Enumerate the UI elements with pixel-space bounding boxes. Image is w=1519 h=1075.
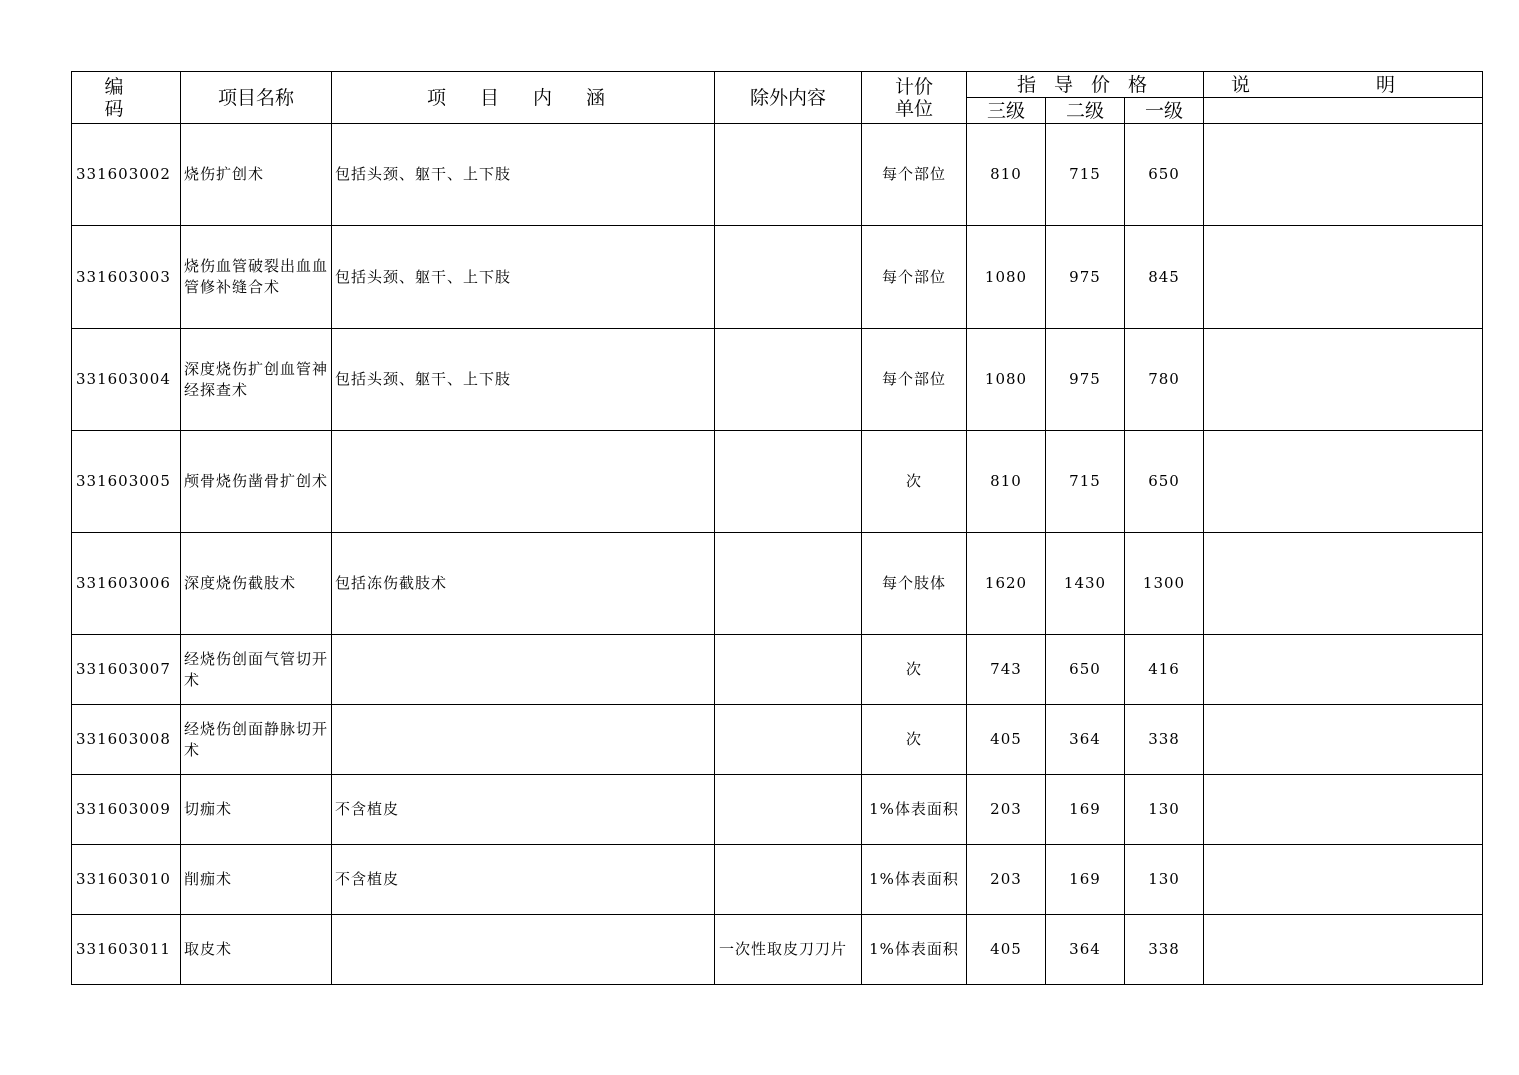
cell-level2: 975 xyxy=(1046,226,1125,329)
cell-code: 331603008 xyxy=(72,705,181,775)
header-level2: 二级 xyxy=(1046,98,1125,124)
table-header xyxy=(72,72,1483,124)
cell-exclusion xyxy=(715,705,862,775)
cell-level2: 650 xyxy=(1046,635,1125,705)
cell-level3: 1080 xyxy=(967,329,1046,431)
cell-notes xyxy=(1204,533,1483,635)
cell-name: 颅骨烧伤凿骨扩创术 xyxy=(181,431,332,533)
cell-content: 不含植皮 xyxy=(332,845,715,915)
table-row xyxy=(72,635,1483,705)
table-row xyxy=(72,845,1483,915)
cell-content xyxy=(332,635,715,705)
header-name: 项目名称 xyxy=(181,72,332,124)
header-level1: 一级 xyxy=(1125,98,1204,124)
cell-level3: 810 xyxy=(967,431,1046,533)
cell-code: 331603006 xyxy=(72,533,181,635)
cell-unit: 次 xyxy=(862,705,967,775)
cell-notes xyxy=(1204,635,1483,705)
cell-exclusion xyxy=(715,124,862,226)
header-guide-price: 指 导 价 格 xyxy=(967,72,1204,98)
cell-content: 包括冻伤截肢术 xyxy=(332,533,715,635)
table-row xyxy=(72,329,1483,431)
table-row xyxy=(72,226,1483,329)
cell-level1: 650 xyxy=(1125,124,1204,226)
cell-level1: 338 xyxy=(1125,915,1204,985)
header-unit-line1: 计价 xyxy=(894,75,933,98)
cell-unit: 每个部位 xyxy=(862,329,967,431)
table-row xyxy=(72,775,1483,845)
cell-content: 包括头颈、躯干、上下肢 xyxy=(332,124,715,226)
cell-level1: 338 xyxy=(1125,705,1204,775)
header-content: 项 目 内 涵 xyxy=(332,72,715,124)
cell-level1: 130 xyxy=(1125,845,1204,915)
cell-level1: 1300 xyxy=(1125,533,1204,635)
cell-code: 331603007 xyxy=(72,635,181,705)
cell-code: 331603002 xyxy=(72,124,181,226)
cell-content xyxy=(332,705,715,775)
cell-unit: 次 xyxy=(862,431,967,533)
cell-code: 331603011 xyxy=(72,915,181,985)
cell-unit: 每个部位 xyxy=(862,226,967,329)
header-level3: 三级 xyxy=(967,98,1046,124)
table-row xyxy=(72,705,1483,775)
header-notes-sub xyxy=(1204,98,1483,124)
table-row xyxy=(72,431,1483,533)
header-unit-line2: 单位 xyxy=(894,97,933,120)
cell-name: 经烧伤创面静脉切开术 xyxy=(181,705,332,775)
cell-level1: 416 xyxy=(1125,635,1204,705)
cell-name: 深度烧伤截肢术 xyxy=(181,533,332,635)
cell-notes xyxy=(1204,329,1483,431)
table-body xyxy=(72,124,1483,985)
cell-content: 包括头颈、躯干、上下肢 xyxy=(332,329,715,431)
cell-notes xyxy=(1204,915,1483,985)
cell-unit: 每个肢体 xyxy=(862,533,967,635)
header-unit xyxy=(862,72,967,124)
cell-notes xyxy=(1204,431,1483,533)
cell-level3: 405 xyxy=(967,915,1046,985)
cell-level2: 715 xyxy=(1046,124,1125,226)
cell-unit: 1%体表面积 xyxy=(862,915,967,985)
cell-name: 深度烧伤扩创血管神经探查术 xyxy=(181,329,332,431)
cell-notes xyxy=(1204,124,1483,226)
cell-name: 经烧伤创面气管切开术 xyxy=(181,635,332,705)
cell-level3: 1080 xyxy=(967,226,1046,329)
cell-name: 削痂术 xyxy=(181,845,332,915)
cell-exclusion xyxy=(715,635,862,705)
cell-level3: 743 xyxy=(967,635,1046,705)
cell-name: 切痂术 xyxy=(181,775,332,845)
cell-name: 取皮术 xyxy=(181,915,332,985)
cell-level2: 364 xyxy=(1046,705,1125,775)
cell-level1: 650 xyxy=(1125,431,1204,533)
cell-notes xyxy=(1204,775,1483,845)
cell-exclusion xyxy=(715,431,862,533)
header-notes: 说 明 xyxy=(1204,72,1483,98)
cell-level2: 975 xyxy=(1046,329,1125,431)
table-row xyxy=(72,533,1483,635)
cell-level3: 810 xyxy=(967,124,1046,226)
price-table xyxy=(71,71,1483,985)
header-exclusion: 除外内容 xyxy=(715,72,862,124)
cell-notes xyxy=(1204,226,1483,329)
cell-content xyxy=(332,431,715,533)
cell-name: 烧伤扩创术 xyxy=(181,124,332,226)
cell-level1: 130 xyxy=(1125,775,1204,845)
cell-level2: 715 xyxy=(1046,431,1125,533)
cell-code: 331603009 xyxy=(72,775,181,845)
cell-notes xyxy=(1204,705,1483,775)
cell-level1: 780 xyxy=(1125,329,1204,431)
cell-unit: 1%体表面积 xyxy=(862,845,967,915)
cell-name: 烧伤血管破裂出血血管修补缝合术 xyxy=(181,226,332,329)
cell-code: 331603004 xyxy=(72,329,181,431)
cell-level3: 1620 xyxy=(967,533,1046,635)
cell-code: 331603003 xyxy=(72,226,181,329)
cell-unit: 1%体表面积 xyxy=(862,775,967,845)
cell-level3: 203 xyxy=(967,845,1046,915)
cell-unit: 次 xyxy=(862,635,967,705)
cell-level2: 169 xyxy=(1046,845,1125,915)
cell-content xyxy=(332,915,715,985)
cell-exclusion xyxy=(715,775,862,845)
cell-exclusion xyxy=(715,533,862,635)
cell-exclusion: 一次性取皮刀刀片 xyxy=(715,915,862,985)
cell-exclusion xyxy=(715,845,862,915)
header-code: 编 码 xyxy=(72,72,181,124)
cell-content: 不含植皮 xyxy=(332,775,715,845)
cell-code: 331603005 xyxy=(72,431,181,533)
cell-exclusion xyxy=(715,329,862,431)
cell-level3: 405 xyxy=(967,705,1046,775)
cell-level2: 364 xyxy=(1046,915,1125,985)
cell-code: 331603010 xyxy=(72,845,181,915)
cell-unit: 每个部位 xyxy=(862,124,967,226)
cell-content: 包括头颈、躯干、上下肢 xyxy=(332,226,715,329)
table-row xyxy=(72,124,1483,226)
cell-notes xyxy=(1204,845,1483,915)
table-row xyxy=(72,915,1483,985)
cell-exclusion xyxy=(715,226,862,329)
cell-level2: 1430 xyxy=(1046,533,1125,635)
cell-level1: 845 xyxy=(1125,226,1204,329)
cell-level3: 203 xyxy=(967,775,1046,845)
cell-level2: 169 xyxy=(1046,775,1125,845)
